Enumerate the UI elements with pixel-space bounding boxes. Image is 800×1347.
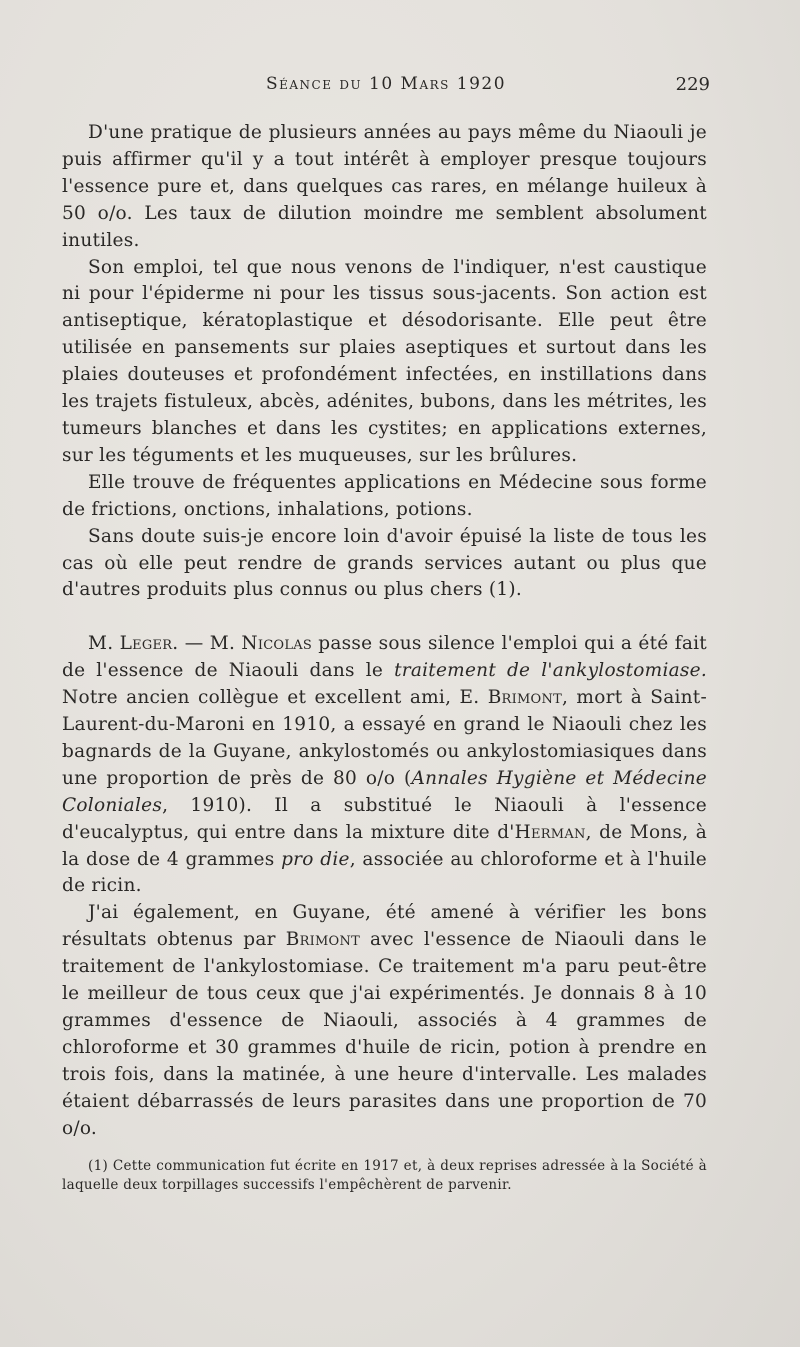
author-name: Brimont <box>285 929 361 951</box>
paragraph-2: Son emploi, tel que nous venons de l'indiquer, n'est caustique ni pour l'épiderme ni pour les tissus sous-jacents. Son action est antiseptique, kératoplastique et désodorisante. Elle peut être utilisée en pansements sur plaies aseptiques et surtout dans les plaies douteuses et profondément infectées, en instillations dans les trajets fistuleux, abcès, adénites, bubons, dans les métrites, les tumeurs blanches et dans les cystites; en applications externes, sur les téguments et les muqueuses, sur les brûlures. <box>62 256 707 466</box>
paragraph-5 <box>62 631 707 900</box>
page-header <box>62 74 710 104</box>
paragraph-4: Sans doute suis-je encore loin d'avoir épuisé la liste de tous les cas où elle peut rendre de grands services autant ou plus que d'autres produits plus connus ou plus chers (1). <box>62 525 707 601</box>
italic-phrase: traitement de l'ankylostomiase. <box>394 660 707 682</box>
journal-title: Annales Hygiène et Médecine Coloniales <box>62 767 707 816</box>
text-run: , de Mons, à la dose de 4 grammes <box>62 821 708 870</box>
footnote-1: (1) Cette communication fut écrite en 1917 et, à deux reprises adressée à la Société à laquelle deux torpillages successifs l'empêchèrent de parvenir. <box>62 1157 707 1193</box>
text-run: avec l'essence de Niaouli dans le traitement de l'ankylostomiase. Ce traitement m'a paru peut-être le meilleur de tous ceux que j'ai expérimentés. Je donnais 8 à 10 grammes d'essence de Niaouli, associés à 4 grammes de chloroforme et 30 grammes d'huile de ricin, potion à prendre en trois fois, dans la matinée, à une heure d'intervalle. Les malades étaient débarrassés de leurs parasites dans une proportion de 70 o/o. <box>62 929 707 1139</box>
paragraph-3: Elle trouve de fréquentes applications en Médecine sous forme de frictions, onctions, inhalations, potions. <box>62 471 707 520</box>
author-name: Brimont <box>487 687 562 709</box>
italic-phrase: pro die <box>281 848 350 870</box>
footnotes <box>62 1157 707 1195</box>
paragraph-6 <box>62 900 707 1142</box>
running-title: Séance du 10 Mars 1920 <box>265 74 507 94</box>
text-run: J'ai également, en Guyane, été amené à vérifier les bons résultats obtenus par <box>62 902 707 951</box>
author-name: Herman <box>514 821 586 843</box>
paragraph-1: D'une pratique de plusieurs années au pays même du Niaouli je puis affirmer qu'il y a tout intérêt à employer presque toujours l'essence pure et, dans quelques cas rares, en mélange huileux à 50 o/o. Les taux de dilution moindre me semblent absolument inutiles. <box>62 122 707 251</box>
text-run: , associée au chloroforme et à l'huile de ricin. <box>62 848 707 897</box>
section-gap <box>62 604 707 631</box>
text-run: , mort à Saint-Laurent-du-Maroni en 1910, a essayé en grand le Niaouli chez les bagnards de la Guyane, ankylostomés ou ankylostomiasiques dans une proportion de près de 80 o/o ( <box>62 687 707 789</box>
em-dash: — <box>178 633 210 655</box>
text-run: , 1910). Il a substitué le Niaouli à l'essence d'eucalyptus, qui entre dans la mixture dite d' <box>62 794 707 843</box>
page-number: 229 <box>675 74 710 95</box>
text-run: Notre ancien collègue et excellent ami, E. <box>62 687 488 709</box>
body-text <box>62 120 707 1195</box>
author-name: M. Nicolas <box>209 633 312 655</box>
speaker-name: M. Leger. <box>88 633 179 655</box>
text-run: passe sous silence l'emploi qui a été fait de l'essence de Niaouli dans le <box>62 633 707 682</box>
